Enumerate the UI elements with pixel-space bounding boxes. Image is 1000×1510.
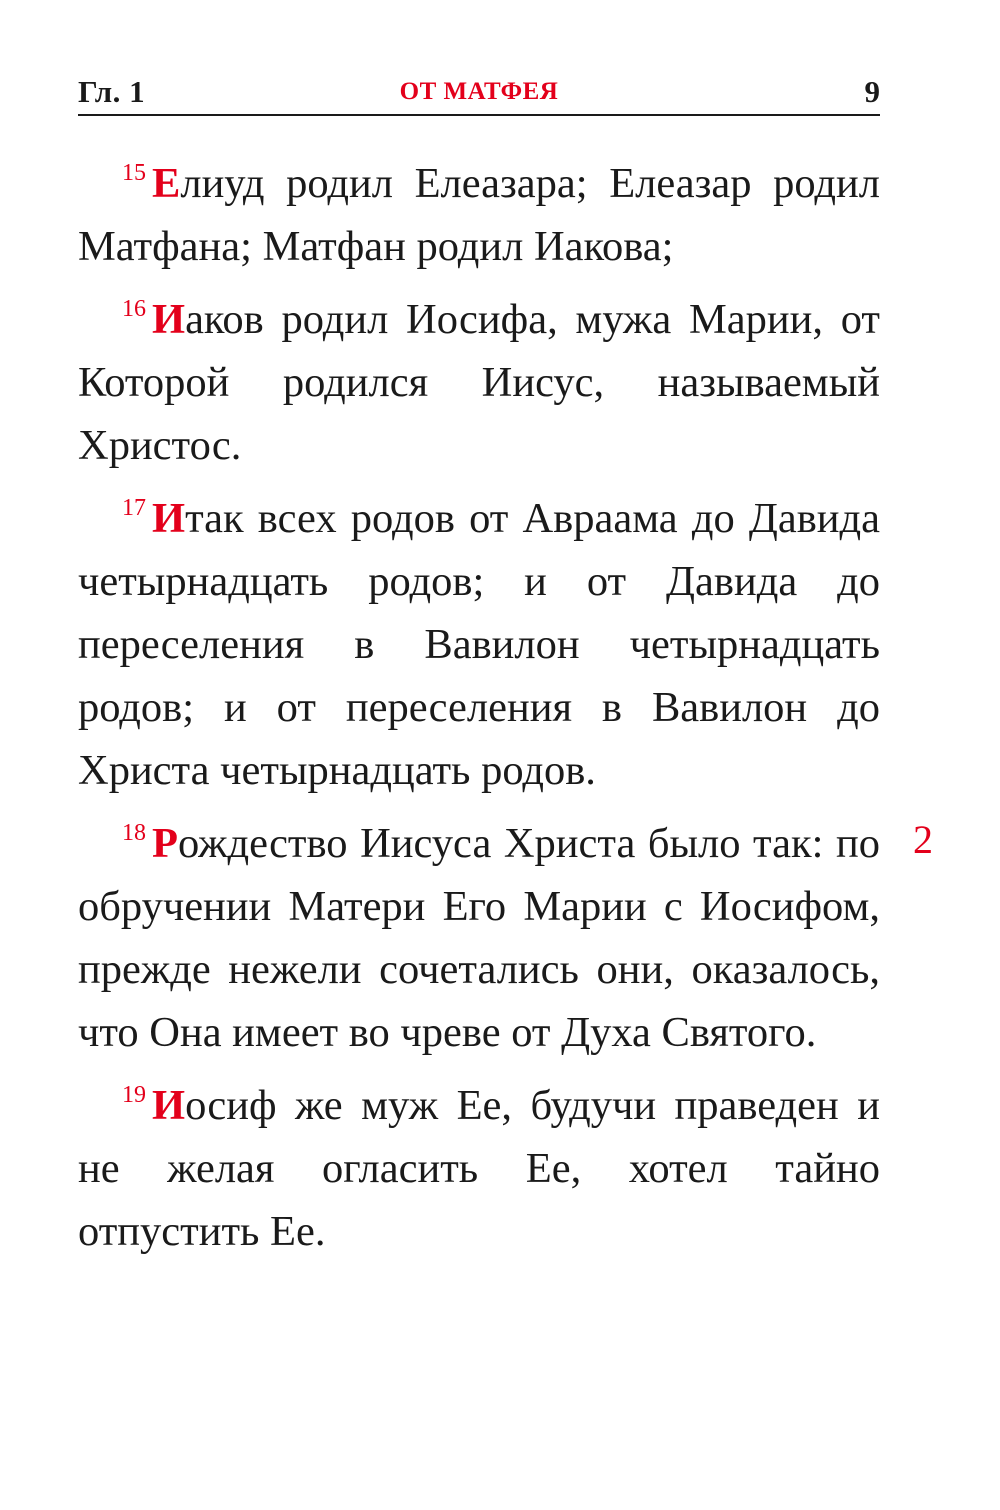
margin-reading-number: 2 [913,817,933,862]
verse-initial: Р [152,820,178,867]
book-title: ОТ МАТФЕЯ [399,78,559,105]
verse-19 [78,1074,880,1263]
page-number: 9 [864,74,880,109]
verse-text: ождество Иисуса Христа было так: по обручении Матери Его Марии с Иосифом, прежде нежели сочетались они, оказалось, что Она имеет во чреве от Духа Святого. [78,820,880,1056]
chapter-label: Гл. 1 [78,74,146,109]
verse-number: 19 [122,1082,146,1108]
page-header [78,72,880,116]
verse-text: осиф же муж Ее, будучи праведен и не желая огласить Ее, хотел тайно отпустить Ее. [78,1082,880,1255]
verse-16 [78,288,880,477]
verse-18 [78,812,880,1064]
verse-initial: И [152,495,186,542]
verse-initial: И [152,1082,186,1129]
verse-initial: Е [152,160,181,207]
verse-number: 15 [122,160,146,186]
verse-15 [78,152,880,278]
verse-text: так всех родов от Авраама до Давида четырнадцать родов; и от Давида до переселения в Вавилон четырнадцать родов; и от переселения в Вавилон до Христа четырнадцать родов. [78,495,880,794]
verse-initial: И [152,296,186,343]
verse-number: 18 [122,820,146,846]
page-content [78,152,880,1273]
verse-number: 16 [122,296,146,322]
verse-17 [78,487,880,802]
verse-number: 17 [122,495,146,521]
verse-text: лиуд родил Елеазара; Елеазар родил Матфана; Матфан родил Иакова; [78,160,880,270]
verse-text: аков родил Иосифа, мужа Марии, от Которой родился Иисус, называемый Христос. [78,296,880,469]
